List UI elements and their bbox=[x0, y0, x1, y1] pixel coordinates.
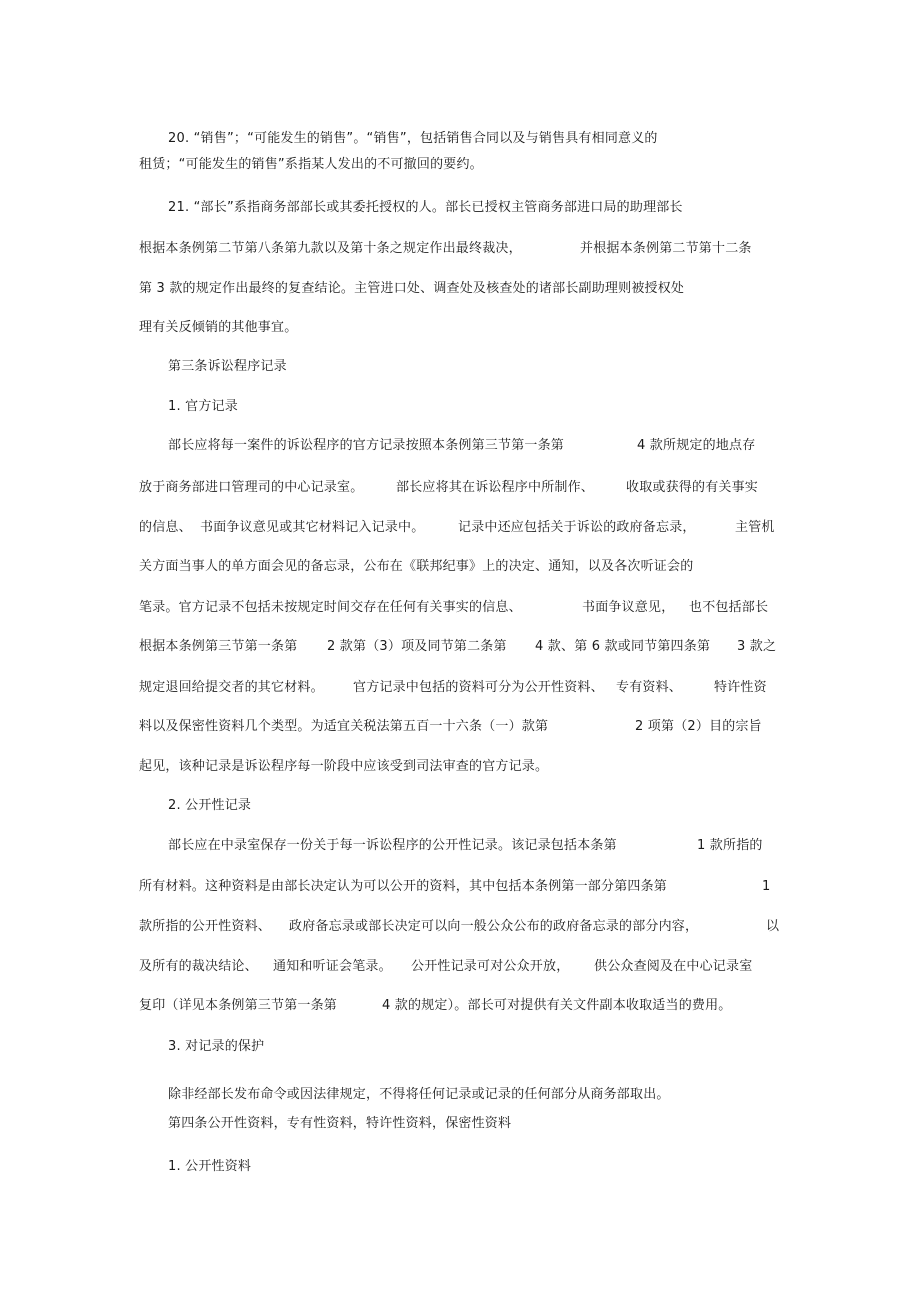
subsection-heading: 3. 对记录的保护 bbox=[168, 1039, 265, 1054]
text-line: 21. “部长”系指商务部部长或其委托授权的人。部长已授权主管商务部进口局的助理部长 bbox=[168, 200, 683, 215]
text-line: 所有材料。这种资料是由部长决定认为可以公开的资料，其中包括本条例第一部分第四条第 bbox=[139, 879, 668, 894]
text-line: 1 bbox=[762, 879, 771, 894]
text-line: 3 款之 bbox=[737, 639, 777, 654]
text-line: 放于商务部进口管理司的中心记录室。 bbox=[139, 480, 364, 495]
section-heading: 第三条诉讼程序记录 bbox=[168, 359, 287, 374]
text-line: 部长应将其在诉讼程序中所制作、 bbox=[396, 480, 595, 495]
text-line: 除非经部长发布命令或因法律规定，不得将任何记录或记录的任何部分从商务部取出。 bbox=[168, 1087, 670, 1102]
text-line: 4 款的规定）。部长可对提供有关文件副本收取适当的费用。 bbox=[382, 998, 732, 1013]
text-line: 专有资料、 bbox=[616, 680, 683, 695]
text-line: 特许性资 bbox=[714, 680, 767, 695]
text-line: 2 项第（2）目的宗旨 bbox=[635, 719, 762, 734]
text-line: 收取或获得的有关事实 bbox=[626, 480, 759, 495]
text-line: 规定退回给提交者的其它材料。 bbox=[139, 680, 324, 695]
text-line: 根据本条例第三节第一条第 bbox=[139, 639, 298, 654]
text-line: 公开性记录可对公众开放， bbox=[411, 959, 570, 974]
text-line: 供公众查阅及在中心记录室 bbox=[594, 959, 753, 974]
text-line: 2 款第（3）项及同节第二条第 bbox=[327, 639, 507, 654]
text-line: 起见，该种记录是诉讼程序每一阶段中应该受到司法审查的官方记录。 bbox=[139, 759, 549, 774]
text-line: 部长应将每一案件的诉讼程序的官方记录按照本条例第三节第一条第 bbox=[168, 438, 565, 453]
text-line: 及所有的裁决结论、 bbox=[139, 959, 258, 974]
text-line: 的信息、 bbox=[139, 520, 192, 535]
text-line: 关方面当事人的单方面会见的备忘录，公布在《联邦纪事》上的决定、通知，以及各次听证会的 bbox=[139, 559, 694, 574]
text-line: 以 bbox=[766, 919, 780, 934]
text-line: 并根据本条例第二节第十二条 bbox=[580, 241, 752, 256]
text-line: 4 款所规定的地点存 bbox=[637, 438, 756, 453]
section-heading: 第四条公开性资料，专有性资料，特许性资料，保密性资料 bbox=[168, 1116, 512, 1131]
text-line: 部长应在中录室保存一份关于每一诉讼程序的公开性记录。该记录包括本条第 bbox=[168, 838, 617, 853]
text-line: 主管机 bbox=[735, 520, 775, 535]
text-line: 根据本条例第二节第八条第九款以及第十条之规定作出最终裁决， bbox=[139, 241, 522, 256]
text-line: 租赁；“可能发生的销售”系指某人发出的不可撤回的要约。 bbox=[139, 157, 483, 172]
text-line: 1 款所指的 bbox=[697, 838, 763, 853]
text-line: 书面争议意见， bbox=[582, 600, 675, 615]
text-line: 记录中还应包括关于诉讼的政府备忘录， bbox=[458, 520, 696, 535]
text-line: 书面争议意见或其它材料记入记录中。 bbox=[200, 520, 425, 535]
subsection-heading: 1. 官方记录 bbox=[168, 399, 238, 414]
text-line: 理有关反倾销的其他事宜。 bbox=[139, 320, 298, 335]
text-line: 政府备忘录或部长决定可以向一般公众公布的政府备忘录的部分内容， bbox=[289, 919, 699, 934]
text-line: 复印（详见本条例第三节第一条第 bbox=[139, 998, 338, 1013]
text-line: 通知和听证会笔录。 bbox=[273, 959, 392, 974]
text-line: 20. “销售”；“可能发生的销售”。“销售”，包括销售合同以及与销售具有相同意义的 bbox=[168, 131, 658, 146]
subsection-heading: 2. 公开性记录 bbox=[168, 798, 252, 813]
text-line: 4 款、第 6 款或同节第四条第 bbox=[535, 639, 711, 654]
text-line: 料以及保密性资料几个类型。为适宜关税法第五百一十六条（一）款第 bbox=[139, 719, 549, 734]
text-line: 也不包括部长 bbox=[689, 600, 769, 615]
subsection-heading: 1. 公开性资料 bbox=[168, 1159, 252, 1174]
text-line: 第 3 款的规定作出最终的复查结论。主管进口处、调查处及核查处的诸部长副助理则被授权处 bbox=[139, 281, 685, 296]
text-line: 笔录。官方记录不包括未按规定时间交存在任何有关事实的信息、 bbox=[139, 600, 522, 615]
text-line: 官方记录中包括的资料可分为公开性资料、 bbox=[353, 680, 604, 695]
text-line: 款所指的公开性资料、 bbox=[139, 919, 272, 934]
